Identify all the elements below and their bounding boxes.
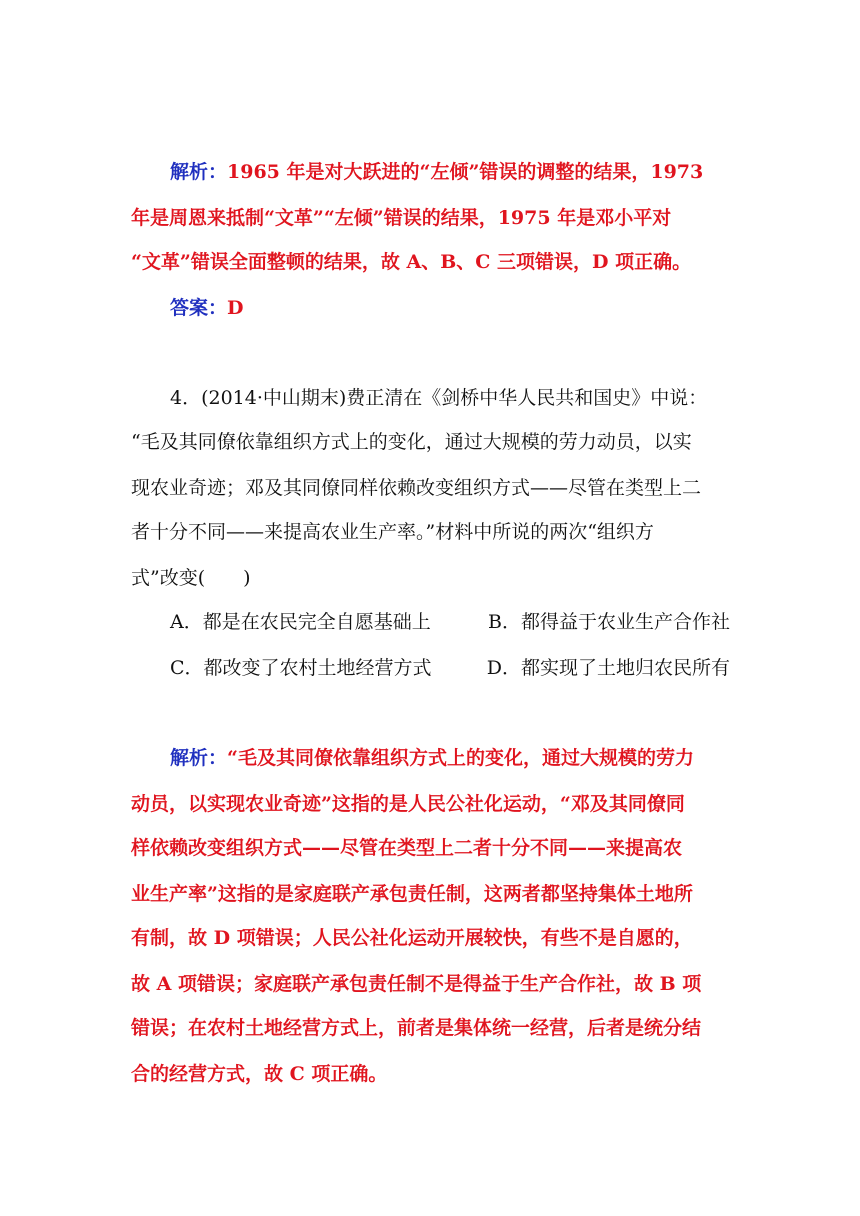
answer-line	[170, 294, 770, 322]
question-4-line-4: 者十分不同——来提高农业生产率。”材料中所说的两次“组织方	[131, 521, 654, 543]
explanation-1-line-2: 年是周恩来抵制“文革”“左倾”错误的结果，1975 年是邓小平对	[131, 207, 672, 229]
answer-value: D	[227, 297, 244, 319]
explanation-text: “毛及其同僚依靠组织方式上的变化，通过大规模的劳力	[227, 747, 694, 769]
explanation-2-line-2: 动员，以实现农业奇迹”这指的是人民公社化运动，“邓及其同僚同	[131, 793, 685, 815]
explanation-2-line-3: 样依赖改变组织方式——尽管在类型上二者十分不同——来提高农	[131, 837, 683, 859]
option-a: A．都是在农民完全自愿基础上	[170, 611, 431, 633]
question-4-line-1: 4．(2014·中山期末)费正清在《剑桥中华人民共和国史》中说：	[170, 387, 708, 409]
explanation-2-line-8: 合的经营方式，故 C 项正确。	[131, 1063, 388, 1085]
option-d: D．都实现了土地归农民所有	[486, 657, 730, 679]
question-4-line-3: 现农业奇迹；邓及其同僚同样依赖改变组织方式——尽管在类型上二	[131, 477, 702, 499]
answer-label: 答案：	[170, 297, 228, 319]
explanation-2-line-5: 有制，故 D 项错误；人民公社化运动开展较快，有些不是自愿的，	[131, 927, 693, 949]
explanation-2-line-6: 故 A 项错误；家庭联产承包责任制不是得益于生产合作社，故 B 项	[131, 973, 702, 995]
explanation-1-line-1	[170, 158, 770, 186]
explanation-text: 1965 年是对大跃进的“左倾”错误的调整的结果，1973	[227, 161, 704, 183]
explanation-label: 解析：	[170, 161, 228, 183]
explanation-2-line-7: 错误；在农村土地经营方式上，前者是集体统一经营，后者是统分结	[131, 1017, 702, 1039]
option-b: B．都得益于农业生产合作社	[488, 611, 730, 633]
explanation-2-line-1	[170, 744, 770, 772]
option-c: C．都改变了农村土地经营方式	[170, 657, 432, 679]
options-row-1	[170, 608, 730, 636]
explanation-2-line-4: 业生产率”这指的是家庭联产承包责任制，这两者都坚持集体土地所	[131, 883, 693, 905]
explanation-label: 解析：	[170, 747, 228, 769]
explanation-1-line-3: “文革”错误全面整顿的结果，故 A、B、C 三项错误，D 项正确。	[131, 251, 692, 273]
options-row-2	[170, 654, 730, 682]
question-4-line-2: “毛及其同僚依靠组织方式上的变化，通过大规模的劳力动员，以实	[131, 431, 692, 453]
question-4-line-5: 式”改变( )	[131, 567, 251, 589]
